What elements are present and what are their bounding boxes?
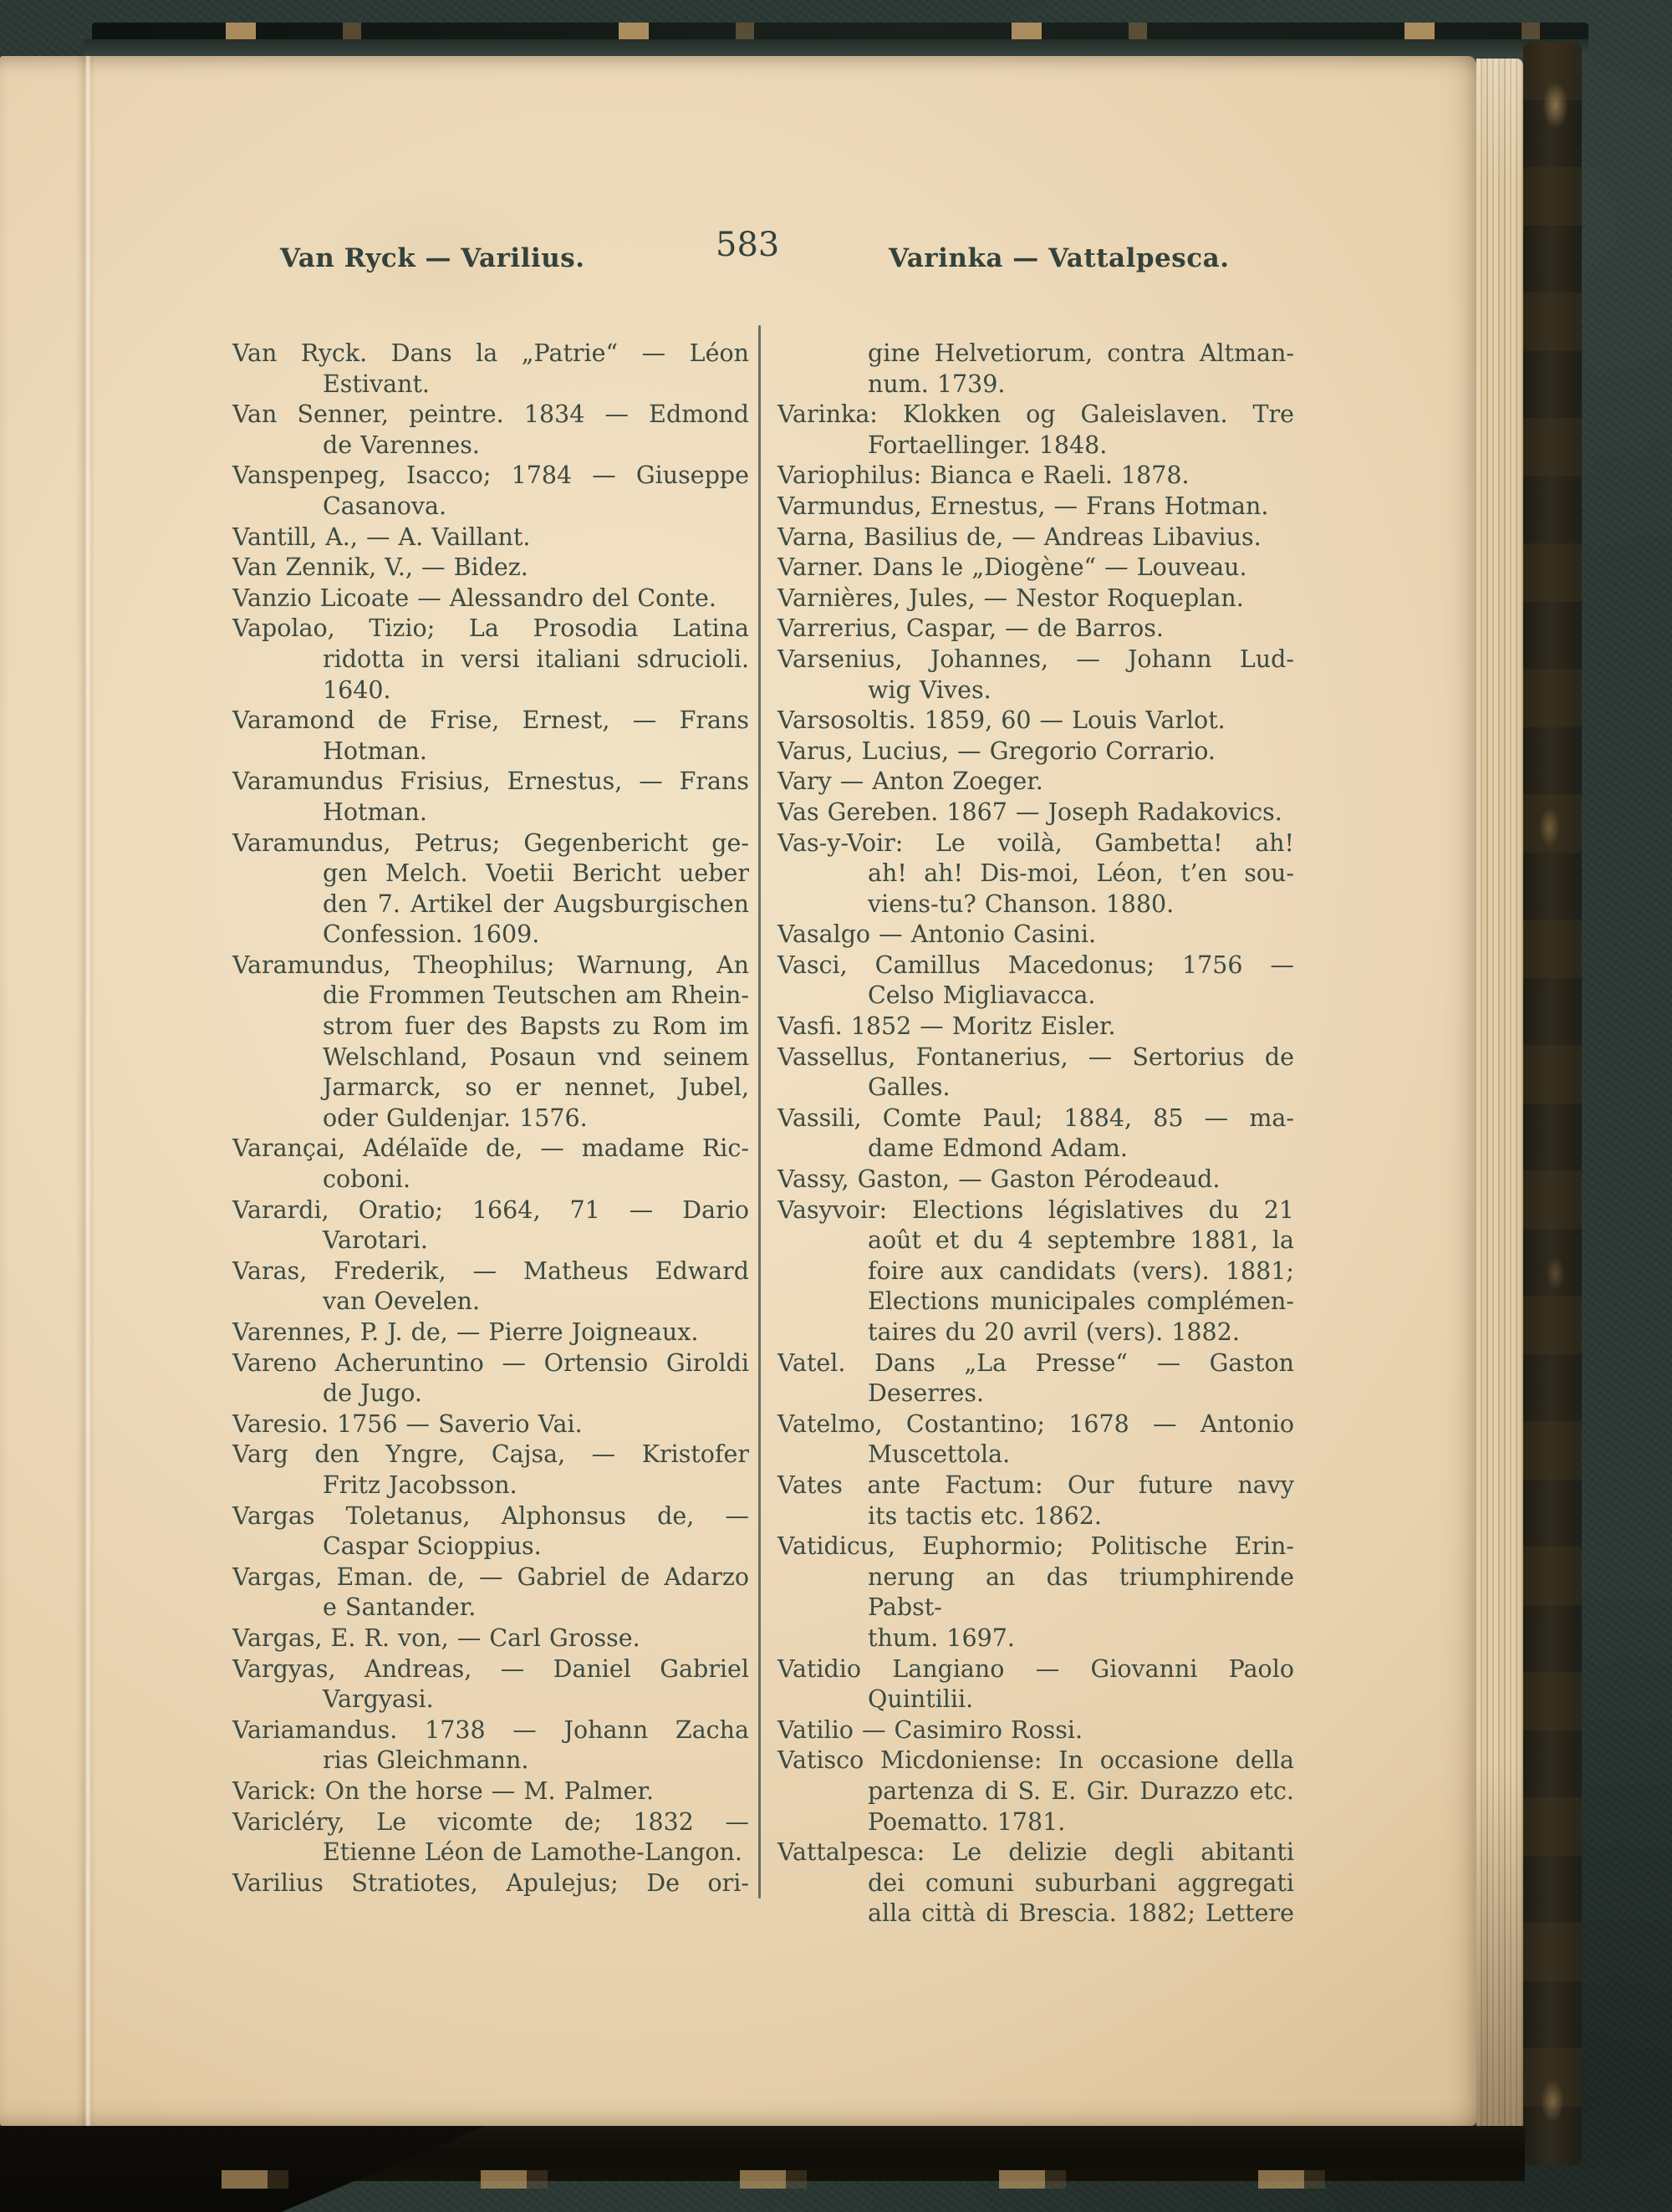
entry — [232, 706, 749, 767]
entry-line: 1640. — [323, 675, 391, 704]
entry — [232, 1440, 749, 1501]
entry-line: Vassy, Gaston, — Gaston Pérodeaud. — [777, 1165, 1221, 1194]
entry-line: Quintilii. — [868, 1685, 974, 1714]
entry — [777, 706, 1294, 736]
entry-line: coboni. — [323, 1165, 411, 1194]
left-column — [232, 339, 749, 1899]
entry-line: Van Zennik, V., — Bidez. — [232, 553, 528, 582]
entry-line: rias Gleichmann. — [323, 1746, 529, 1775]
page-number: 583 — [716, 226, 780, 264]
entry-line: Vargas, E. R. von, — Carl Grosse. — [232, 1623, 640, 1652]
entry — [777, 461, 1294, 492]
entry-line: de Varennes. — [323, 431, 480, 459]
entry-line: dame Edmond Adam. — [868, 1134, 1128, 1163]
entry-line: die Frommen Teutschen am Rhein- — [323, 981, 749, 1010]
entry — [232, 1562, 749, 1623]
entry-line: Poematto. 1781. — [868, 1807, 1066, 1836]
entry — [777, 1348, 1294, 1409]
entry-line: Varnières, Jules, — Nestor Roqueplan. — [777, 584, 1244, 612]
entry — [777, 614, 1294, 645]
entry-line: Varus, Lucius, — Gregorio Corrario. — [777, 736, 1216, 765]
entry — [232, 339, 749, 400]
entry-line: Deserres. — [868, 1379, 985, 1408]
entry-line: Confession. 1609. — [323, 920, 540, 949]
entry-line: Varg den Yngre, Cajsa, — Kristofer — [232, 1440, 749, 1469]
column-divider — [758, 325, 761, 1899]
entry — [232, 1195, 749, 1256]
entry-line: Varamond de Frise, Ernest, — Frans — [232, 706, 749, 735]
entry-line: Vareno Acheruntino — Ortensio Giroldi — [232, 1348, 749, 1377]
entry — [777, 1165, 1294, 1195]
entry — [777, 553, 1294, 584]
entry-line: Variophilus: Bianca e Raeli. 1878. — [777, 461, 1190, 490]
entry-line: Vassili, Comte Paul; 1884, 85 — ma- — [777, 1103, 1294, 1132]
entry-line: ridotta in versi italiani sdrucioli. — [323, 645, 749, 673]
entry-line: Vatelmo, Costantino; 1678 — Antonio — [777, 1409, 1294, 1438]
entry-line: dei comuni suburbani aggregati — [868, 1868, 1294, 1897]
running-head-right: Varinka — Vattalpesca. — [889, 243, 1230, 273]
cover-board-edge-right — [1523, 42, 1582, 2165]
entry-line: Vates ante Factum: Our future navy — [777, 1470, 1294, 1499]
entry — [232, 553, 749, 584]
page-fore-edge-stack — [1476, 59, 1523, 2133]
entry — [777, 798, 1294, 828]
entry-line: Varicléry, Le vicomte de; 1832 — — [232, 1807, 749, 1836]
entry-line: Varner. Dans le „Diogène“ — Louveau. — [777, 553, 1247, 582]
entry-line: Varrerius, Caspar, — de Barros. — [777, 614, 1164, 643]
entry — [232, 1868, 749, 1899]
entry-line: e Santander. — [323, 1593, 477, 1622]
entry — [777, 645, 1294, 706]
entry-line: num. 1739. — [868, 370, 1006, 398]
entry — [232, 1256, 749, 1318]
entry-line: ah! ah! Dis-moi, Léon, t’en sou- — [868, 859, 1294, 888]
entry — [232, 1715, 749, 1776]
entry — [777, 828, 1294, 920]
entry-line: Vas-y-Voir: Le voilà, Gambetta! ah! — [777, 828, 1294, 857]
entry — [777, 400, 1294, 461]
cover-top-edge-band — [84, 39, 1588, 57]
entry-line: Galles. — [868, 1073, 951, 1102]
entry-line: strom fuer des Bapsts zu Rom im — [323, 1012, 749, 1041]
entry-line: Vanspenpeg, Isacco; 1784 — Giuseppe — [232, 461, 749, 490]
entry — [777, 339, 1294, 400]
entry-line: Varilius Stratiotes, Apulejus; De ori- — [232, 1868, 749, 1897]
entry-line: Varamundus, Theophilus; Warnung, An — [232, 951, 749, 979]
entry — [232, 1348, 749, 1409]
entry-line: Etienne Léon de Lamothe-Langon. — [323, 1838, 742, 1867]
entry — [232, 1134, 749, 1195]
entry — [232, 951, 749, 1134]
entry — [777, 767, 1294, 798]
entry-line: Vatidio Langiano — Giovanni Paolo — [777, 1654, 1294, 1683]
entry-line: Vargyas, Andreas, — Daniel Gabriel — [232, 1654, 749, 1683]
entry — [777, 920, 1294, 951]
entry-line: Vantill, A., — A. Vaillant. — [232, 522, 531, 551]
entry-line: Variamandus. 1738 — Johann Zacha — [232, 1715, 749, 1744]
entry-line: Vasci, Camillus Macedonus; 1756 — — [777, 951, 1294, 979]
entry-line: Estivant. — [323, 370, 430, 398]
entry-line: thum. 1697. — [868, 1623, 1015, 1652]
entry — [777, 1654, 1294, 1715]
entry-line: Varmundus, Ernestus, — Frans Hotman. — [777, 492, 1269, 520]
entry-line: Varesio. 1756 — Saverio Vai. — [232, 1409, 583, 1438]
entry-line: gen Melch. Voetii Bericht ueber — [323, 859, 749, 888]
entry-line: viens-tu? Chanson. 1880. — [868, 889, 1175, 918]
entry — [232, 584, 749, 614]
entry-line: Van Senner, peintre. 1834 — Edmond — [232, 400, 749, 429]
entry — [777, 1012, 1294, 1042]
entry — [777, 522, 1294, 553]
entry — [777, 736, 1294, 767]
entry-line: Van Ryck. Dans la „Patrie“ — Léon — [232, 339, 749, 367]
entry-line: Caspar Scioppius. — [323, 1532, 542, 1561]
entry-line: Varick: On the horse — M. Palmer. — [232, 1776, 655, 1805]
entry — [232, 614, 749, 706]
running-head-left: Van Ryck — Varilius. — [280, 243, 585, 273]
entry-line: oder Guldenjar. 1576. — [323, 1103, 588, 1132]
right-column — [777, 339, 1294, 1929]
entry-line: Varsenius, Johannes, — Johann Lud- — [777, 645, 1294, 673]
entry — [232, 1623, 749, 1654]
entry-line: foire aux candidats (vers). 1881; — [868, 1256, 1294, 1285]
entry — [777, 1470, 1294, 1532]
entry-line: août et du 4 septembre 1881, la — [868, 1226, 1294, 1255]
entry-line: den 7. Artikel der Augsburgischen — [323, 889, 749, 918]
entry — [232, 1409, 749, 1440]
entry — [232, 1807, 749, 1868]
entry-line: Varançai, Adélaïde de, — madame Ric- — [232, 1134, 749, 1163]
entry-line: Vanzio Licoate — Alessandro del Conte. — [232, 584, 716, 612]
entry-line: Varas, Frederik, — Matheus Edward — [232, 1256, 749, 1285]
entry-line: de Jugo. — [323, 1379, 422, 1408]
entry-line: partenza di S. E. Gir. Durazzo etc. — [868, 1776, 1294, 1805]
entry — [777, 1195, 1294, 1348]
entry-line: Varotari. — [323, 1226, 428, 1255]
entry-line: Vary — Anton Zoeger. — [777, 767, 1043, 796]
book-page — [0, 56, 1476, 2126]
entry-line: Hotman. — [323, 798, 427, 826]
entry-line: gine Helvetiorum, contra Altman- — [868, 339, 1294, 367]
entry-line: van Oevelen. — [323, 1287, 481, 1316]
entry-line: Vatidicus, Euphormio; Politische Erin- — [777, 1532, 1294, 1561]
entry — [777, 492, 1294, 522]
entry — [777, 1837, 1294, 1929]
entry-line: Elections municipales complémen- — [868, 1287, 1294, 1316]
entry — [232, 767, 749, 828]
entry-line: Hotman. — [323, 736, 427, 765]
entry — [777, 951, 1294, 1012]
entry-line: Casanova. — [323, 492, 447, 520]
entry-line: alla città di Brescia. 1882; Lettere — [868, 1899, 1294, 1928]
entry-line: Varsosoltis. 1859, 60 — Louis Varlot. — [777, 706, 1226, 735]
entry-line: Fritz Jacobsson. — [323, 1470, 517, 1499]
entry-line: Varamundus, Petrus; Gegenbericht ge- — [232, 828, 749, 857]
entry — [777, 1532, 1294, 1654]
entry-line: Varinka: Klokken og Galeislaven. Tre — [777, 400, 1294, 429]
entry-line: Vargas Toletanus, Alphonsus de, — — [232, 1501, 749, 1530]
entry — [232, 461, 749, 522]
entry-line: Vassellus, Fontanerius, — Sertorius de — [777, 1042, 1294, 1071]
entry-line: Jarmarck, so er nennet, Jubel, — [323, 1073, 749, 1102]
cover-bottom-worn-edge — [142, 2170, 1463, 2189]
entry-line: Vatilio — Casimiro Rossi. — [777, 1715, 1083, 1744]
entry — [232, 1318, 749, 1348]
entry-line: Fortaellinger. 1848. — [868, 431, 1108, 459]
entry-line: taires du 20 avril (vers). 1882. — [868, 1318, 1240, 1346]
entry-line: Muscettola. — [868, 1440, 1011, 1469]
entry-line: Vattalpesca: Le delizie degli abitanti — [777, 1838, 1294, 1867]
entry-line: Varamundus Frisius, Ernestus, — Frans — [232, 767, 749, 796]
entry-line: Varennes, P. J. de, — Pierre Joigneaux. — [232, 1318, 699, 1346]
entry-line: its tactis etc. 1862. — [868, 1501, 1102, 1530]
entry — [232, 1501, 749, 1562]
entry — [777, 1409, 1294, 1470]
entry — [777, 584, 1294, 614]
entry — [232, 400, 749, 461]
entry-line: Vatel. Dans „La Presse“ — Gaston — [777, 1348, 1294, 1377]
entry-line: Vas Gereben. 1867 — Joseph Radakovics. — [777, 798, 1282, 826]
entry-line: Vatisco Micdoniense: In occasione della — [777, 1746, 1294, 1775]
entry — [232, 1654, 749, 1715]
entry-line: Welschland, Posaun vnd seinem — [323, 1042, 749, 1071]
entry-line: Celso Migliavacca. — [868, 981, 1096, 1010]
entry-line: Vasyvoir: Elections législatives du 21 — [777, 1195, 1294, 1224]
entry — [232, 522, 749, 553]
entry — [777, 1715, 1294, 1746]
entry-line: Vargas, Eman. de, — Gabriel de Adarzo — [232, 1562, 749, 1591]
entry-line: nerung an das triumphirende Pabst- — [868, 1562, 1294, 1622]
entry — [777, 1042, 1294, 1103]
entry-line: Varardi, Oratio; 1664, 71 — Dario — [232, 1195, 749, 1224]
entry-line: Varna, Basilius de, — Andreas Libavius. — [777, 522, 1262, 551]
entry-line: Vargyasi. — [323, 1685, 434, 1714]
page-gutter-crease — [75, 56, 95, 2126]
entry-line: wig Vives. — [868, 675, 991, 704]
entry-line: Vasalgo — Antonio Casini. — [777, 920, 1097, 949]
entry — [232, 1776, 749, 1807]
entry — [777, 1746, 1294, 1837]
entry-line: Vasfi. 1852 — Moritz Eisler. — [777, 1012, 1116, 1041]
entry — [777, 1103, 1294, 1165]
entry — [232, 828, 749, 951]
entry-line: Vapolao, Tizio; La Prosodia Latina — [232, 614, 749, 643]
